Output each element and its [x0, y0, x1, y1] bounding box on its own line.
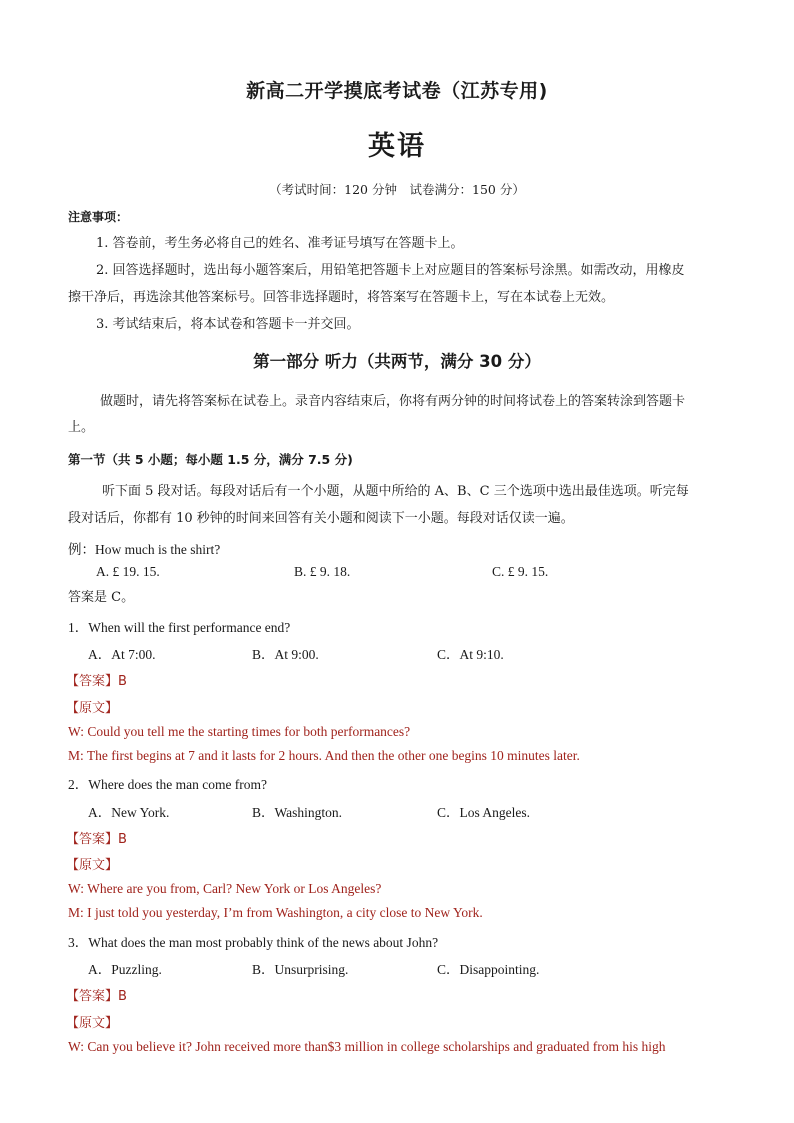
section1-intro-line-1: 听下面 5 段对话。每段对话后有一个小题，从题中所给的 A、B、C 三个选项中选出最佳选项。听完每: [102, 484, 689, 499]
question-3-transcript-tag: 【原文】: [66, 1016, 119, 1031]
notice-title: 注意事项：: [68, 210, 129, 224]
subject-title: 英语: [368, 131, 426, 162]
exam-meta: （考试时间：120 分钟 试卷满分：150 分）: [269, 182, 525, 197]
question-2-answer: 【答案】B: [66, 832, 127, 847]
question-2-option-a: A．New York.: [88, 805, 170, 820]
question-2-option-b: B．Washington.: [252, 805, 343, 820]
question-1-option-c: C．At 9:10.: [437, 647, 504, 662]
question-2-transcript-tag: 【原文】: [66, 858, 119, 873]
part1-intro-line-2: 上。: [68, 420, 95, 435]
example-question: 例：How much is the shirt?: [68, 542, 221, 557]
question-3-option-a: A．Puzzling.: [88, 962, 162, 977]
notice-item-2-line-1: 2. 回答选择题时，选出每小题答案后，用铅笔把答题卡上对应题目的答案标号涂黑。如需改动，用橡皮: [96, 263, 685, 278]
section1-title: 第一节（共 5 小题；每小题 1.5 分，满分 7.5 分): [68, 452, 353, 467]
question-1-transcript-line-2: M: The first begins at 7 and it lasts for 2 hours. And then the other one begins 10 minutes later.: [68, 748, 580, 763]
question-3-option-c: C．Disappointing.: [437, 962, 540, 977]
notice-item-2-line-2: 擦干净后，再选涂其他答案标号。回答非选择题时，将答案写在答题卡上，写在本试卷上无效。: [68, 290, 615, 305]
example-option-c: C. £ 9. 15.: [492, 564, 549, 579]
notice-item-1: 1. 答卷前，考生务必将自己的姓名、准考证号填写在答题卡上。: [96, 236, 464, 251]
example-option-b: B. £ 9. 18.: [294, 564, 351, 579]
question-3-stem: 3．What does the man most probably think of the news about John?: [68, 935, 439, 950]
question-1-answer: 【答案】B: [66, 674, 127, 689]
question-3-option-b: B．Unsurprising.: [252, 962, 349, 977]
exam-title: 新高二开学摸底考试卷（江苏专用): [246, 80, 548, 102]
question-1-transcript-tag: 【原文】: [66, 701, 119, 716]
question-3-transcript-line-1: W: Can you believe it? John received more than$3 million in college scholarships and graduated from his high: [68, 1039, 666, 1054]
part1-intro-line-1: 做题时，请先将答案标在试卷上。录音内容结束后，你将有两分钟的时间将试卷上的答案转涂到答题卡: [100, 394, 686, 409]
question-1-option-b: B．At 9:00.: [252, 647, 319, 662]
question-1-option-a: A．At 7:00.: [88, 647, 156, 662]
question-1-stem: 1．When will the first performance end?: [68, 620, 291, 635]
question-2-transcript-line-2: M: I just told you yesterday, I’m from Washington, a city close to New York.: [68, 905, 483, 920]
question-2-transcript-line-1: W: Where are you from, Carl? New York or Los Angeles?: [68, 881, 382, 896]
question-2-option-c: C．Los Angeles.: [437, 805, 530, 820]
notice-item-3: 3. 考试结束后，将本试卷和答题卡一并交回。: [96, 317, 360, 332]
example-option-a: A. £ 19. 15.: [96, 564, 160, 579]
part1-title: 第一部分 听力（共两节，满分 30 分）: [253, 352, 541, 371]
question-1-transcript-line-1: W: Could you tell me the starting times for both performances?: [68, 724, 411, 739]
section1-intro-line-2: 段对话后，你都有 10 秒钟的时间来回答有关小题和阅读下一小题。每段对话仅读一遍。: [68, 511, 574, 526]
example-answer: 答案是 C。: [68, 590, 135, 605]
question-3-answer: 【答案】B: [66, 989, 127, 1004]
question-2-stem: 2．Where does the man come from?: [68, 777, 268, 792]
